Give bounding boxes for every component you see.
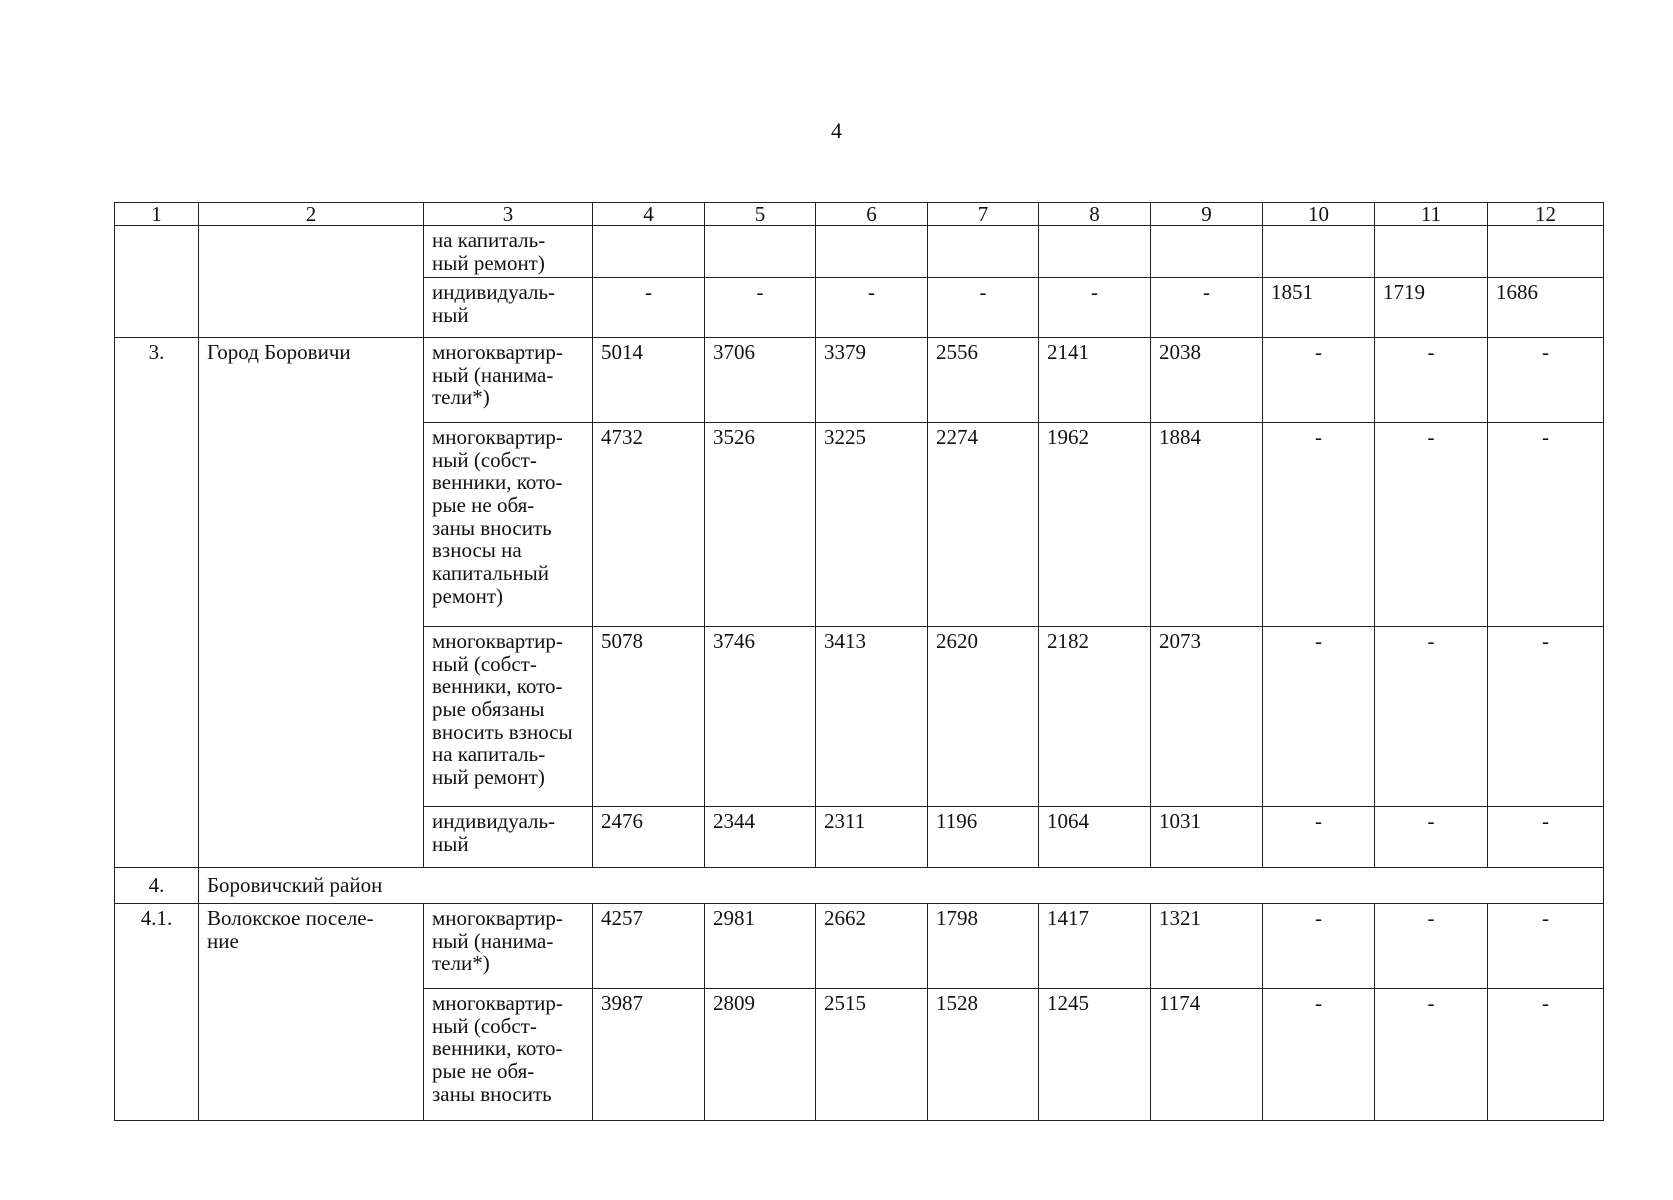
housing-type: индивидуаль- ный bbox=[424, 807, 593, 868]
column-number: 1 bbox=[115, 203, 199, 226]
value-cell bbox=[1039, 226, 1151, 278]
value-cell: - bbox=[1375, 423, 1488, 627]
value-cell: 1064 bbox=[1039, 807, 1151, 868]
value-cell: - bbox=[705, 278, 816, 338]
value-cell: 2274 bbox=[928, 423, 1039, 627]
value-cell: 2476 bbox=[593, 807, 705, 868]
value-cell: - bbox=[1263, 807, 1375, 868]
value-cell: 4257 bbox=[593, 904, 705, 989]
column-number: 5 bbox=[705, 203, 816, 226]
page-number: 4 bbox=[831, 118, 842, 143]
row-number: 4.1. bbox=[115, 904, 199, 1121]
value-cell: 1798 bbox=[928, 904, 1039, 989]
value-cell bbox=[705, 226, 816, 278]
value-cell: 1417 bbox=[1039, 904, 1151, 989]
value-cell: 2556 bbox=[928, 338, 1039, 423]
column-number: 3 bbox=[424, 203, 593, 226]
value-cell: 1528 bbox=[928, 989, 1039, 1121]
row-number: 3. bbox=[115, 338, 199, 868]
value-cell: 2073 bbox=[1151, 627, 1263, 807]
value-cell bbox=[816, 226, 928, 278]
value-cell: - bbox=[1375, 338, 1488, 423]
value-cell: - bbox=[593, 278, 705, 338]
value-cell: - bbox=[928, 278, 1039, 338]
value-cell: 1962 bbox=[1039, 423, 1151, 627]
value-cell: 2182 bbox=[1039, 627, 1151, 807]
value-cell bbox=[1488, 226, 1604, 278]
housing-type: на капиталь- ный ремонт) bbox=[424, 226, 593, 278]
value-cell: 1686 bbox=[1488, 278, 1604, 338]
housing-type: индивидуаль- ный bbox=[424, 278, 593, 338]
value-cell: - bbox=[1488, 423, 1604, 627]
value-cell: - bbox=[1488, 989, 1604, 1121]
value-cell bbox=[593, 226, 705, 278]
value-cell: 2981 bbox=[705, 904, 816, 989]
value-cell bbox=[1263, 226, 1375, 278]
value-cell: 3379 bbox=[816, 338, 928, 423]
value-cell: - bbox=[1488, 904, 1604, 989]
value-cell: - bbox=[1263, 627, 1375, 807]
value-cell: - bbox=[1039, 278, 1151, 338]
settlement-name bbox=[199, 226, 424, 338]
value-cell: 1245 bbox=[1039, 989, 1151, 1121]
value-cell: - bbox=[1375, 627, 1488, 807]
value-cell bbox=[1151, 226, 1263, 278]
value-cell: 3706 bbox=[705, 338, 816, 423]
value-cell: 3987 bbox=[593, 989, 705, 1121]
value-cell: 2344 bbox=[705, 807, 816, 868]
value-cell: 1174 bbox=[1151, 989, 1263, 1121]
value-cell: 2141 bbox=[1039, 338, 1151, 423]
section-title: Боровичский район bbox=[199, 868, 1604, 904]
value-cell: 3225 bbox=[816, 423, 928, 627]
column-number: 12 bbox=[1488, 203, 1604, 226]
value-cell: 1031 bbox=[1151, 807, 1263, 868]
housing-type: многоквартир- ный (собст- венники, кото- рые не обя- заны вносить bbox=[424, 989, 593, 1121]
tariff-table bbox=[114, 202, 1604, 1121]
value-cell: 3526 bbox=[705, 423, 816, 627]
column-number: 2 bbox=[199, 203, 424, 226]
value-cell: 1884 bbox=[1151, 423, 1263, 627]
settlement-name: Город Боровичи bbox=[199, 338, 424, 868]
value-cell: - bbox=[1263, 423, 1375, 627]
value-cell: - bbox=[1263, 338, 1375, 423]
value-cell: 2620 bbox=[928, 627, 1039, 807]
value-cell: - bbox=[1488, 627, 1604, 807]
column-number: 4 bbox=[593, 203, 705, 226]
row-number: 4. bbox=[115, 868, 199, 904]
table-row bbox=[115, 226, 1604, 278]
column-number: 7 bbox=[928, 203, 1039, 226]
value-cell: - bbox=[1375, 807, 1488, 868]
value-cell: 5014 bbox=[593, 338, 705, 423]
value-cell: 3413 bbox=[816, 627, 928, 807]
value-cell: 1719 bbox=[1375, 278, 1488, 338]
value-cell: 2662 bbox=[816, 904, 928, 989]
table-row bbox=[115, 904, 1604, 989]
housing-type: многоквартир- ный (собст- венники, кото- рые обязаны вносить взносы на капиталь- ный ремонт) bbox=[424, 627, 593, 807]
settlement-name: Волокское поселе- ние bbox=[199, 904, 424, 1121]
value-cell: 2515 bbox=[816, 989, 928, 1121]
value-cell: 4732 bbox=[593, 423, 705, 627]
column-number: 9 bbox=[1151, 203, 1263, 226]
value-cell: 1851 bbox=[1263, 278, 1375, 338]
value-cell: 2311 bbox=[816, 807, 928, 868]
value-cell: 5078 bbox=[593, 627, 705, 807]
value-cell: - bbox=[1151, 278, 1263, 338]
value-cell: - bbox=[1375, 904, 1488, 989]
value-cell bbox=[928, 226, 1039, 278]
housing-type: многоквартир- ный (собст- венники, кото- рые не обя- заны вносить взносы на капитальный ремонт) bbox=[424, 423, 593, 627]
value-cell: - bbox=[1375, 989, 1488, 1121]
value-cell: 1321 bbox=[1151, 904, 1263, 989]
housing-type: многоквартир- ный (нанима- тели*) bbox=[424, 904, 593, 989]
housing-type: многоквартир- ный (нанима- тели*) bbox=[424, 338, 593, 423]
value-cell bbox=[1375, 226, 1488, 278]
value-cell: 2809 bbox=[705, 989, 816, 1121]
value-cell: - bbox=[816, 278, 928, 338]
value-cell: - bbox=[1263, 989, 1375, 1121]
value-cell: 1196 bbox=[928, 807, 1039, 868]
value-cell: 2038 bbox=[1151, 338, 1263, 423]
column-number: 10 bbox=[1263, 203, 1375, 226]
value-cell: - bbox=[1488, 807, 1604, 868]
value-cell: - bbox=[1488, 338, 1604, 423]
table-row bbox=[115, 338, 1604, 423]
row-number bbox=[115, 226, 199, 338]
value-cell: - bbox=[1263, 904, 1375, 989]
value-cell: 3746 bbox=[705, 627, 816, 807]
column-number-row bbox=[115, 203, 1604, 226]
table-row bbox=[115, 868, 1604, 904]
column-number: 8 bbox=[1039, 203, 1151, 226]
column-number: 11 bbox=[1375, 203, 1488, 226]
column-number: 6 bbox=[816, 203, 928, 226]
